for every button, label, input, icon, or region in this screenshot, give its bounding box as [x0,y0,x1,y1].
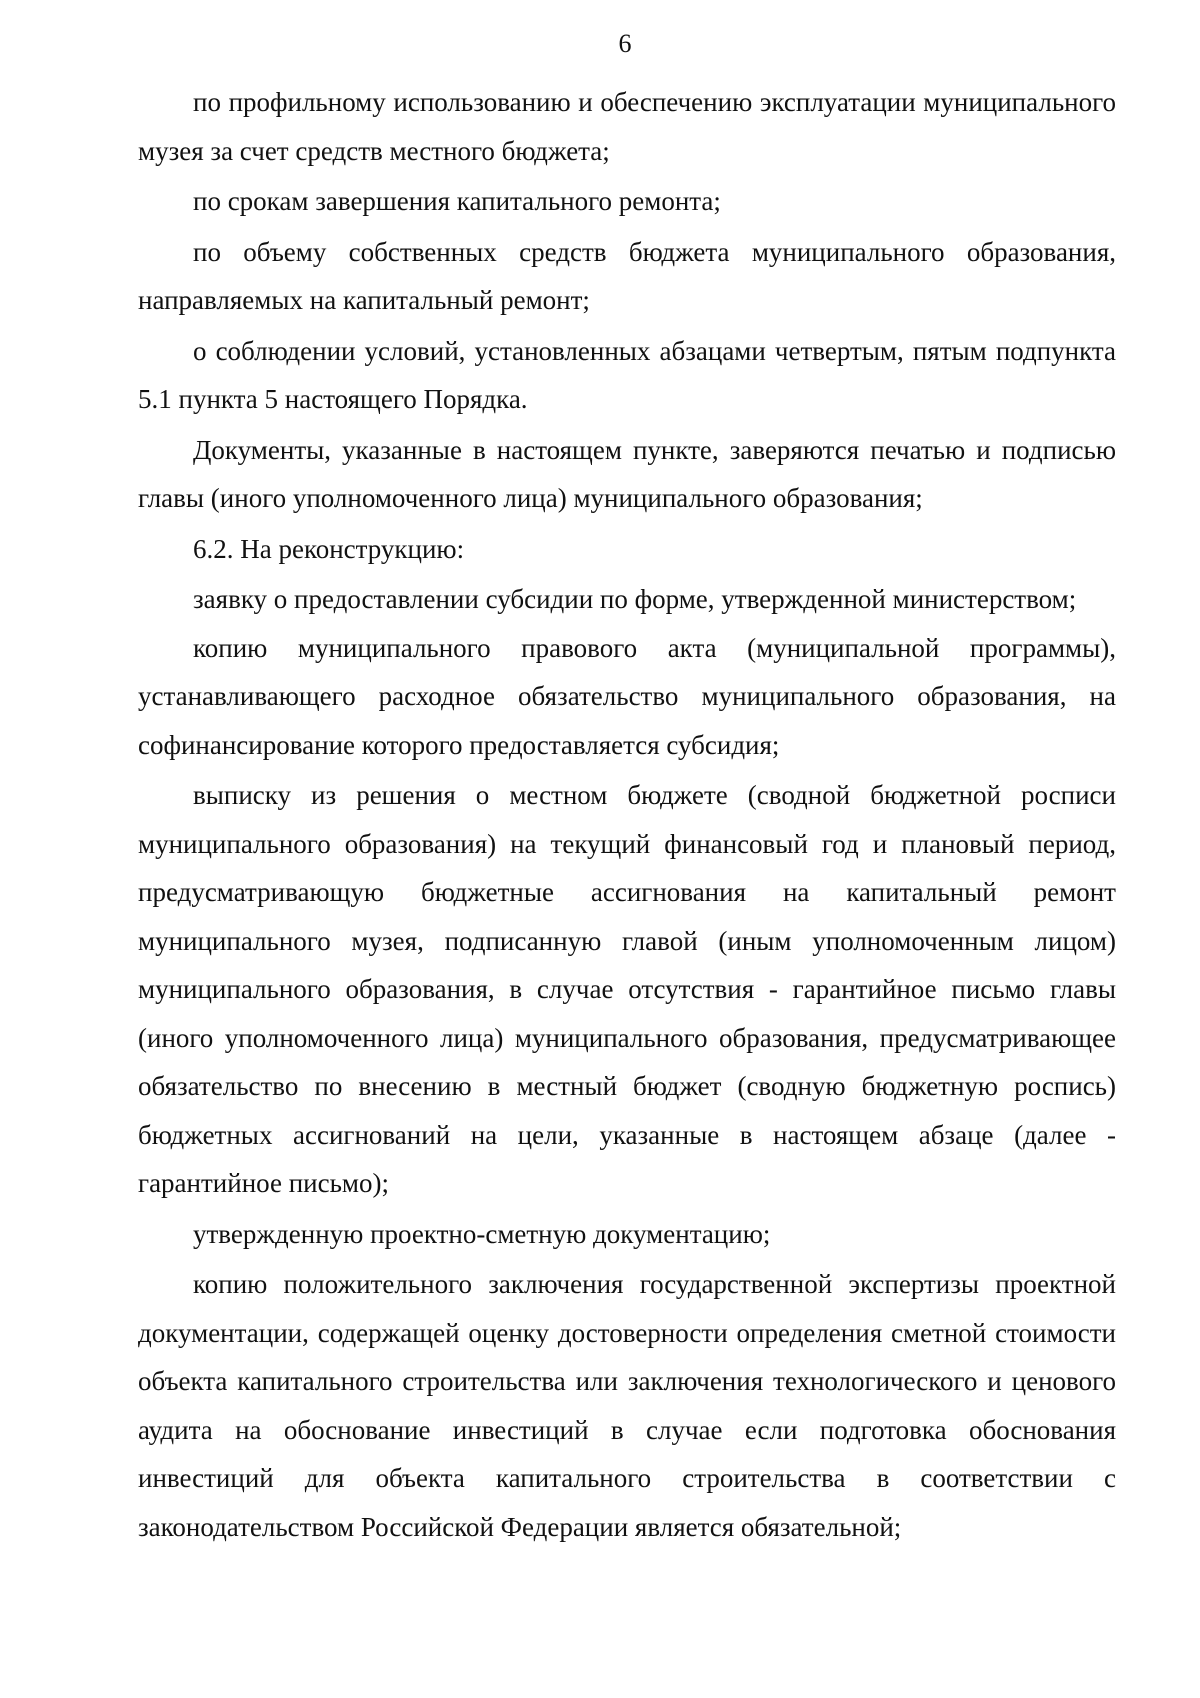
paragraph-museum-use: по профильному использованию и обеспечению эксплуатации муниципального музея за счет средств местного бюджета; [138,87,1116,166]
paragraph-own-funds: по объему собственных средств бюджета муниципального образования, направляемых на капитальный ремонт; [138,236,1116,315]
paragraph-documents-certification: Документы, указанные в настоящем пункте, заверяются печатью и подписью главы (иного уполномоченного лица) муниципального образования; [138,434,1116,513]
paragraph-repair-deadlines: по срокам завершения капитального ремонта; [193,186,721,216]
page-number: 6 [618,29,632,58]
paragraph-conditions-compliance: о соблюдении условий, установленных абзацами четвертым, пятым подпункта 5.1 пункта 5 настоящего Порядка. [138,335,1116,414]
section-heading-reconstruction: 6.2. На реконструкцию: [193,533,465,564]
document-body [138,78,1116,1551]
paragraph-legal-act-copy: копию муниципального правового акта (муниципальной программы), устанавливающего расходное обязательство муниципального образования, на софинансирование которого предоставляется субсидия; [138,632,1116,760]
paragraph-budget-extract: выписку из решения о местном бюджете (сводной бюджетной росписи муниципального образования) на текущий финансовый год и плановый период, предусматривающую бюджетные ассигнования на капитальный ремонт муниципального музея, подписанную главой (иным уполномоченным лицом) муниципального образования, в случае отсутствия - гарантийное письмо главы (иного уполномоченного лица) муниципального образования, предусматривающее обязательство по внесению в местный бюджет (сводную бюджетную роспись) бюджетных ассигнований на цели, указанные в настоящем абзаце (далее - гарантийное письмо); [138,780,1116,1198]
paragraph-expertise-conclusion: копию положительного заключения государственной экспертизы проектной документации, содержащей оценку достоверности определения сметной стоимости объекта капитального строительства или заключения технологического и ценового аудита на обоснование инвестиций в случае если подготовка обоснования инвестиций для объекта капитального строительства в соответствии с законодательством Российской Федерации является обязательной; [138,1269,1116,1542]
paragraph-subsidy-application: заявку о предоставлении субсидии по форме, утвержденной министерством; [193,584,1077,614]
paragraph-design-estimate: утвержденную проектно-сметную документацию; [193,1218,771,1249]
